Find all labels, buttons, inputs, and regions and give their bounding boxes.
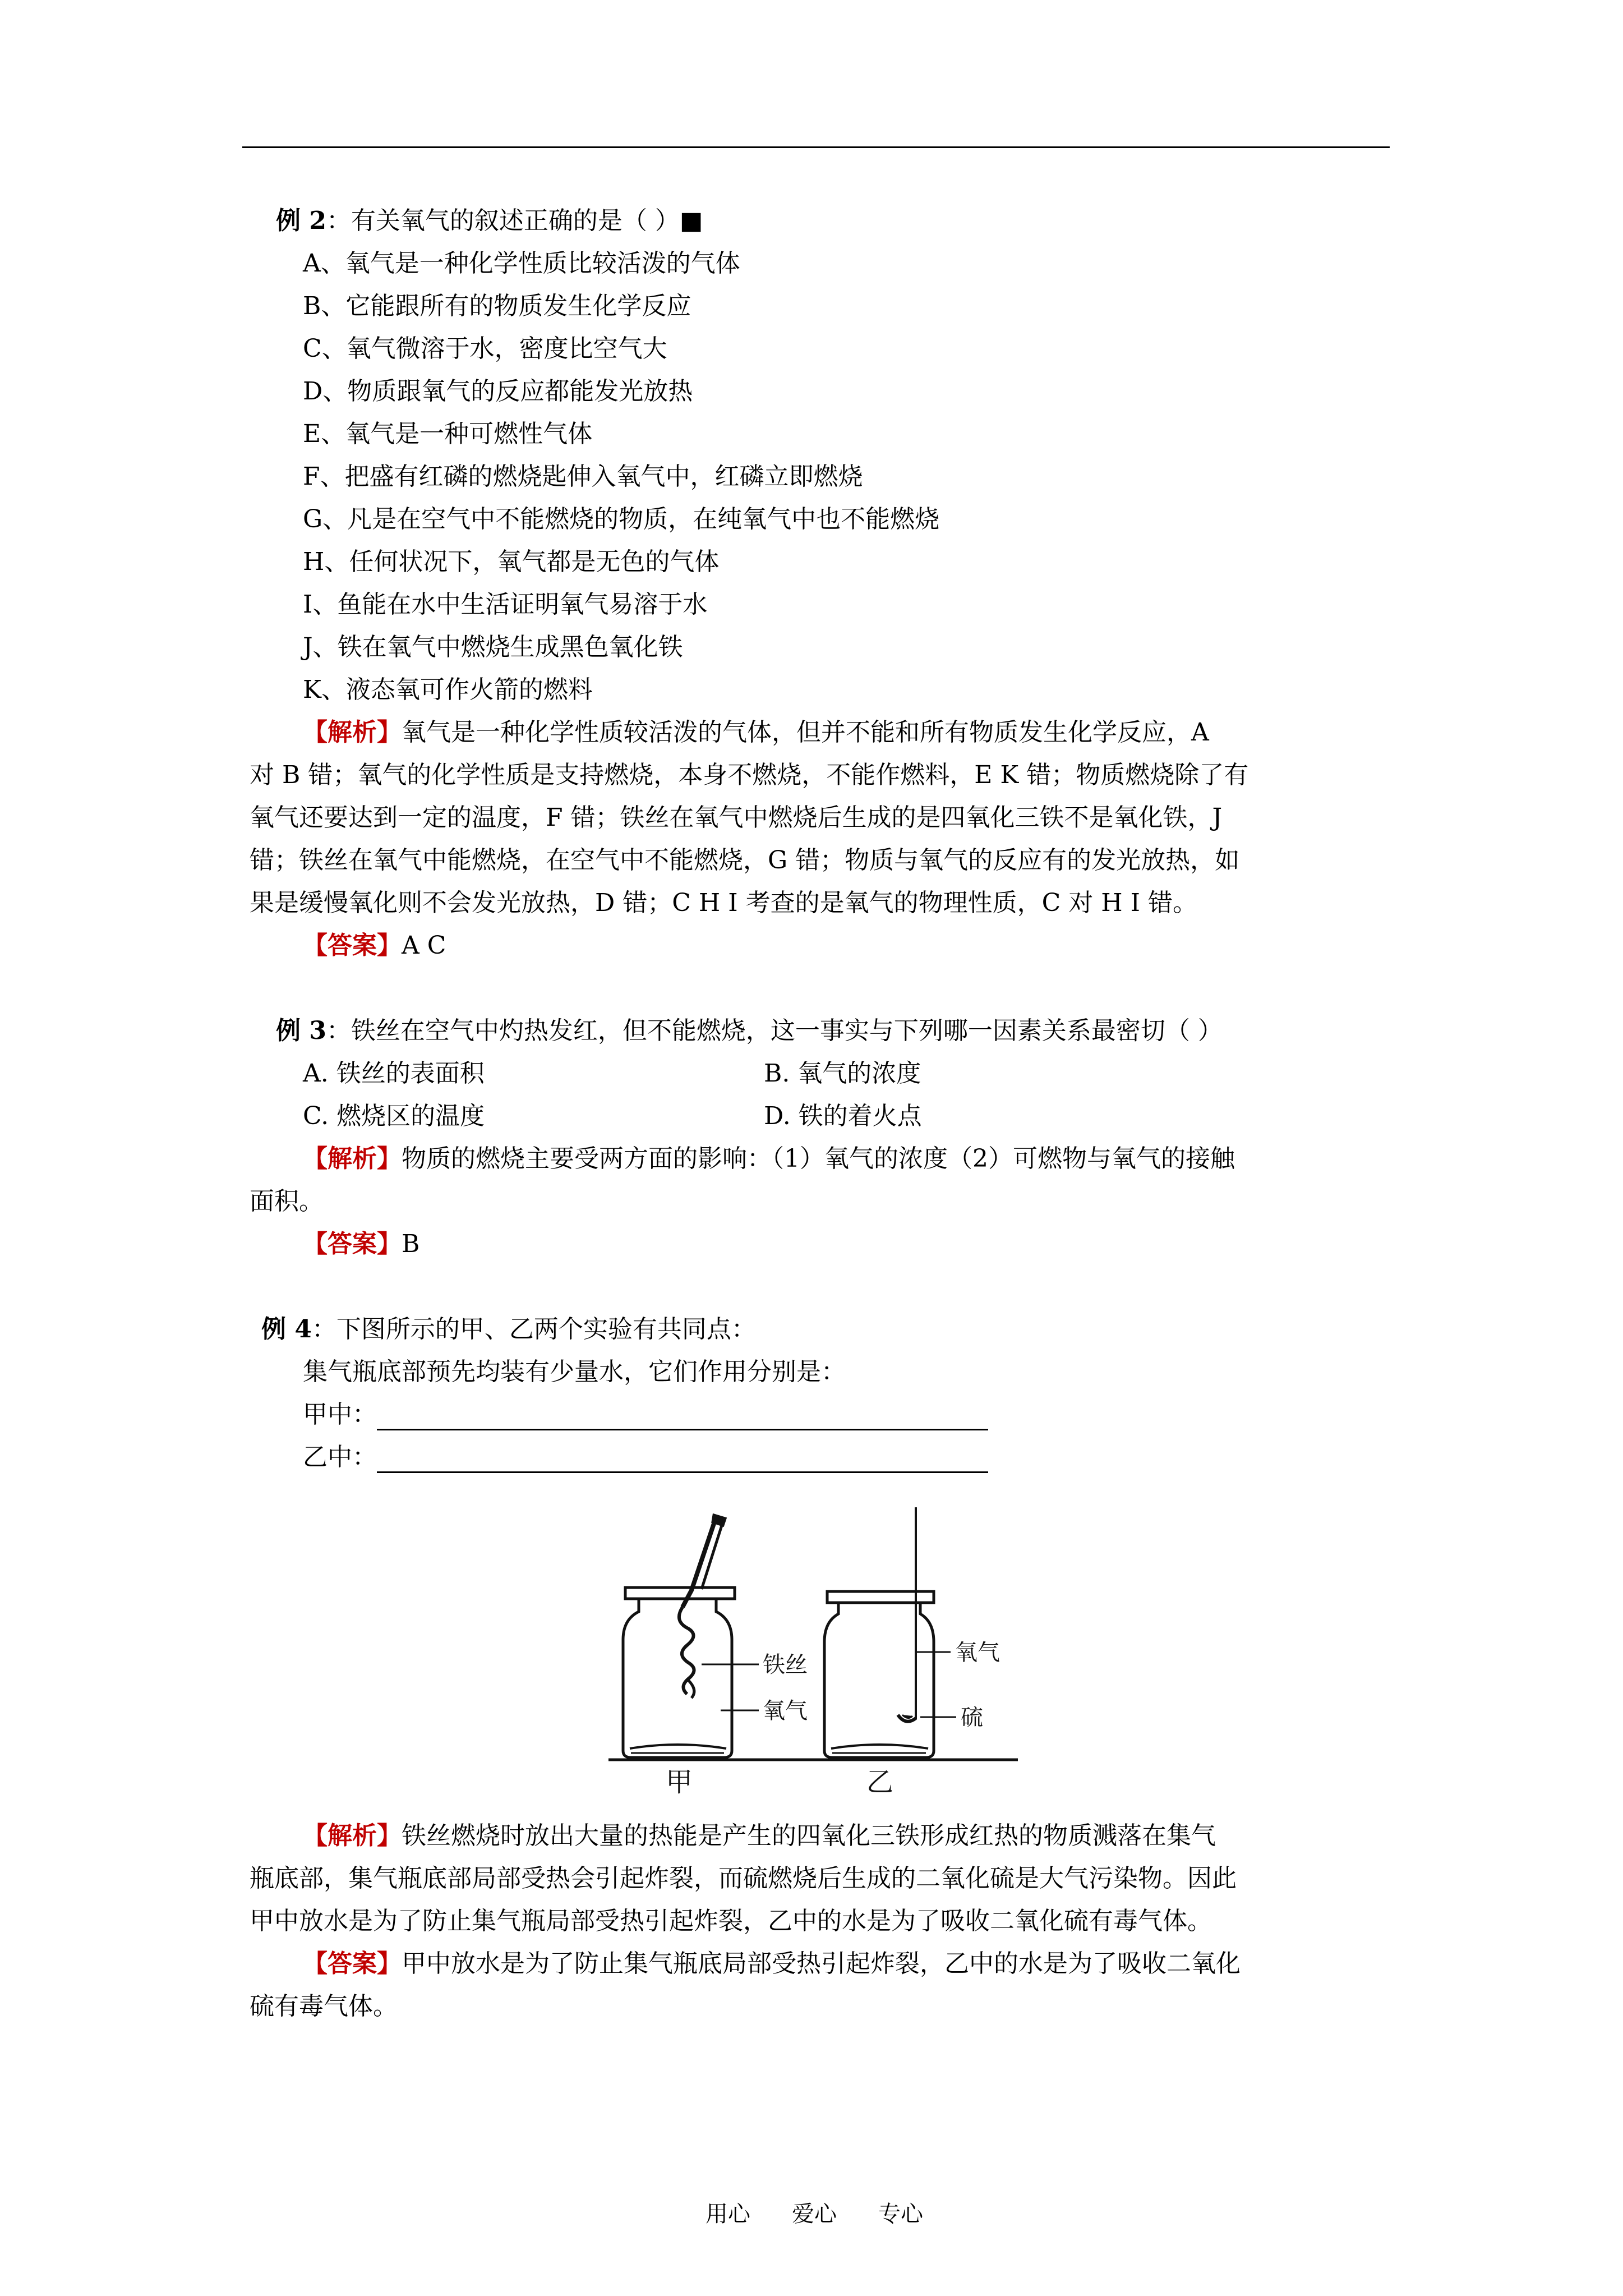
example4-question: 例 4：下图所示的甲、乙两个实验有共同点： (261, 1315, 756, 1343)
example4-sub-question: 集气瓶底部预先均装有少量水，它们作用分别是： (303, 1358, 846, 1386)
example3-option-b: B. 氧气的浓度 (764, 1059, 921, 1088)
label-tiesi: 铁丝 (763, 1652, 808, 1678)
example2-option-f: F、把盛有红磷的燃烧匙伸入氧气中，红磷立即燃烧 (303, 462, 863, 491)
example3-option-a: A. 铁丝的表面积 (303, 1059, 485, 1088)
example2-option-h: H、任何状况下，氧气都是无色的气体 (303, 547, 720, 576)
analysis-tag: 【解析】 (303, 1821, 402, 1850)
example2-answer: 【答案】A C (303, 931, 446, 960)
jar-right (824, 1591, 934, 1757)
footer-item-2: 爱心 (792, 2201, 837, 2227)
example4-blank-yi: 乙中： (303, 1442, 988, 1473)
example3-analysis-line2: 面积。 (250, 1187, 324, 1216)
example2-option-g: G、凡是在空气中不能燃烧的物质，在纯氧气中也不能燃烧 (303, 505, 940, 533)
experiment-diagram (603, 1495, 1029, 1798)
example2-option-i: I、鱼能在水中生活证明氧气易溶于水 (303, 590, 708, 619)
example2-option-e: E、氧气是一种可燃性气体 (303, 420, 593, 448)
example3-label: 例 3 (276, 1016, 326, 1045)
example2-analysis-line5: 果是缓慢氧化则不会发光放热，D 错；C H I 考查的是氧气的物理性质，C 对 H I 错。 (250, 889, 1198, 917)
example2-option-a: A、氧气是一种化学性质比较活泼的气体 (303, 249, 740, 278)
label-liu: 硫 (961, 1705, 983, 1731)
sulfur-spoon (898, 1507, 916, 1722)
example4-analysis-line2: 瓶底部，集气瓶底部局部受热会引起炸裂，而硫燃烧后生成的二氧化硫是大气污染物。因此 (250, 1864, 1237, 1893)
caption-yi: 乙 (866, 1766, 894, 1798)
example4-answer-line2: 硫有毒气体。 (250, 1992, 398, 2021)
example4-blank-jia: 甲中： (303, 1399, 988, 1430)
example2-analysis-line3: 氧气还要达到一定的温度，F 错；铁丝在氧气中燃烧后生成的是四氧化三铁不是氧化铁，J (250, 803, 1223, 832)
iron-wire (679, 1515, 725, 1698)
example2-analysis-line2: 对 B 错；氧气的化学性质是支持燃烧，本身不燃烧，不能作燃料，E K 错；物质燃烧除了有 (250, 761, 1249, 789)
footer-item-1: 用心 (706, 2201, 750, 2227)
example3-option-d: D. 铁的着火点 (764, 1102, 922, 1130)
header-rule (242, 146, 1390, 148)
example2-option-d: D、物质跟氧气的反应都能发光放热 (303, 377, 693, 406)
example2-question: 例 2：有关氧气的叙述正确的是（ ）■ (276, 206, 703, 235)
example3-question: 例 3：铁丝在空气中灼热发红，但不能燃烧，这一事实与下列哪一因素关系最密切（ ） (276, 1016, 1223, 1045)
analysis-tag: 【解析】 (303, 718, 402, 747)
footer-item-3: 专心 (878, 2201, 923, 2227)
example3-option-c: C. 燃烧区的温度 (303, 1102, 485, 1130)
example2-analysis-line1: 【解析】氧气是一种化学性质较活泼的气体，但并不能和所有物质发生化学反应，A (303, 718, 1209, 747)
example2-label: 例 2 (276, 206, 326, 235)
example2-option-j: J、铁在氧气中燃烧生成黑色氧化铁 (303, 633, 683, 661)
example4-analysis-line3: 甲中放水是为了防止集气瓶局部受热引起炸裂，乙中的水是为了吸收二氧化硫有毒气体。 (250, 1907, 1212, 1935)
example4-answer-line1: 【答案】甲中放水是为了防止集气瓶底局部受热引起炸裂，乙中的水是为了吸收二氧化 (303, 1949, 1241, 1978)
example4-analysis-line1: 【解析】铁丝燃烧时放出大量的热能是产生的四氧化三铁形成红热的物质溅落在集气 (303, 1821, 1216, 1850)
experiment-figure (603, 1495, 1029, 1798)
example3-analysis-line1: 【解析】物质的燃烧主要受两方面的影响：（1）氧气的浓度（2）可燃物与氧气的接触 (303, 1144, 1235, 1173)
answer-tag: 【答案】 (303, 1949, 402, 1978)
answer-blank-yi[interactable] (377, 1443, 988, 1473)
label-yangqi-left: 氧气 (763, 1698, 808, 1724)
example2-option-b: B、它能跟所有的物质发生化学反应 (303, 292, 691, 320)
answer-tag: 【答案】 (303, 931, 402, 960)
example4-label: 例 4 (261, 1315, 312, 1343)
example3-answer: 【答案】B (303, 1230, 420, 1258)
label-yangqi-right: 氧气 (955, 1640, 1000, 1665)
answer-blank-jia[interactable] (377, 1401, 988, 1430)
example2-option-c: C、氧气微溶于水，密度比空气大 (303, 334, 667, 363)
answer-tag: 【答案】 (303, 1230, 402, 1258)
caption-jia: 甲 (666, 1766, 693, 1798)
example2-option-k: K、液态氧可作火箭的燃料 (303, 675, 593, 704)
analysis-tag: 【解析】 (303, 1144, 402, 1173)
example2-analysis-line4: 错；铁丝在氧气中能燃烧，在空气中不能燃烧，G 错；物质与氧气的反应有的发光放热，如 (250, 846, 1240, 875)
